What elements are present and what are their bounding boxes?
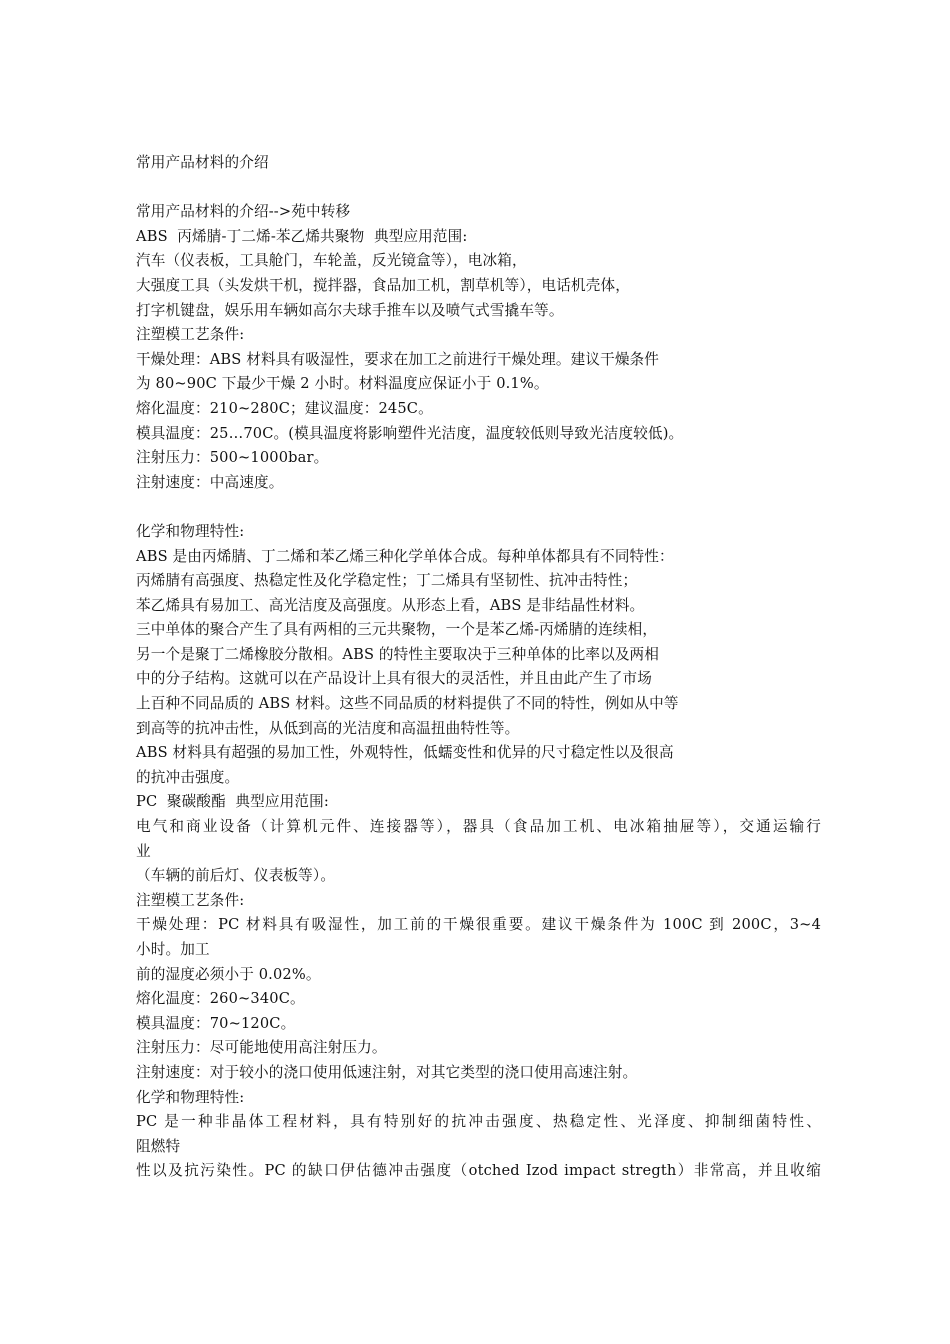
text-line: 熔化温度：260~340C。 [136, 990, 305, 1008]
text-line: 中的分子结构。这就可以在产品设计上具有很大的灵活性，并且由此产生了市场 [136, 670, 653, 688]
text-line: PC 聚碳酸酯 典型应用范围: [136, 793, 329, 811]
text-line: 苯乙烯具有易加工、高光洁度及高强度。从形态上看，ABS 是非结晶性材料。 [136, 596, 645, 614]
text-line: 模具温度：25…70C。(模具温度将影响塑件光洁度，温度较低则导致光洁度较低)。 [136, 424, 684, 442]
text-line: PC 是一种非晶体工程材料，具有特别好的抗冲击强度、热稳定性、光泽度、抑制细菌特性、 [136, 1113, 821, 1131]
text-line: 汽车（仪表板，工具舱门，车轮盖，反光镜盒等），电冰箱， [136, 252, 527, 270]
text-line: 大强度工具（头发烘干机，搅拌器，食品加工机，割草机等），电话机壳体， [136, 276, 630, 294]
document-body [136, 151, 821, 1184]
spacer [136, 495, 821, 520]
text-line: 模具温度：70~120C。 [136, 1014, 296, 1032]
text-line: 性以及抗污染性。PC 的缺口伊估德冲击强度（otched Izod impact stregth）非常高，并且收缩 [136, 1162, 821, 1180]
text-line: ABS 丙烯腈-丁二烯-苯乙烯共聚物 典型应用范围: [136, 227, 468, 245]
text-line: 注射速度：对于较小的浇口使用低速注射，对其它类型的浇口使用高速注射。 [136, 1063, 638, 1081]
text-line: 化学和物理特性: [136, 522, 245, 540]
text-line: 上百种不同品质的 ABS 材料。这些不同品质的材料提供了不同的特性，例如从中等 [136, 695, 679, 713]
text-line: 为 80~90C 下最少干燥 2 小时。材料温度应保证小于 0.1%。 [136, 375, 549, 393]
text-line: 三中单体的聚合产生了具有两相的三元共聚物，一个是苯乙烯-丙烯腈的连续相， [136, 621, 658, 639]
text-line: 注塑模工艺条件: [136, 326, 245, 344]
text-line: 电气和商业设备（计算机元件、连接器等），器具（食品加工机、电冰箱抽屉等），交通运输行 [136, 818, 821, 836]
text-line: 干燥处理：ABS 材料具有吸湿性，要求在加工之前进行干燥处理。建议干燥条件 [136, 350, 660, 368]
text-line: 丙烯腈有高强度、热稳定性及化学稳定性；丁二烯具有坚韧性、抗冲击特性； [136, 572, 638, 590]
text-line: 小时。加工 [136, 941, 210, 958]
text-line: ABS 是由丙烯腈、丁二烯和苯乙烯三种化学单体合成。每种单体都具有不同特性： [136, 547, 674, 565]
text-line: 注射压力：500~1000bar。 [136, 449, 329, 467]
text-line: 的抗冲击强度。 [136, 768, 240, 786]
text-line: ABS 材料具有超强的易加工性，外观特性，低蠕变性和优异的尺寸稳定性以及很高 [136, 744, 674, 762]
text-line: 干燥处理：PC 材料具有吸湿性，加工前的干燥很重要。建议干燥条件为 100C 到 200C，3~4 [136, 916, 821, 934]
document-title: 常用产品材料的介绍 [136, 154, 269, 171]
text-line: 化学和物理特性: [136, 1088, 245, 1106]
text-line: 阻燃特 [136, 1137, 181, 1155]
text-line: 前的湿度必须小于 0.02%。 [136, 965, 321, 983]
text-line: （车辆的前后灯、仪表板等）。 [136, 867, 336, 885]
text-line: 打字机键盘，娱乐用车辆如高尔夫球手推车以及喷气式雪撬车等。 [136, 301, 564, 319]
text-line: 业 [136, 842, 151, 860]
text-line: 熔化温度：210~280C；建议温度：245C。 [136, 399, 433, 417]
spacer [136, 176, 821, 201]
text-line: 注塑模工艺条件: [136, 891, 245, 909]
text-line: 常用产品材料的介绍-->苑中转移 [136, 203, 351, 221]
text-line: 注射压力：尽可能地使用高注射压力。 [136, 1039, 387, 1057]
text-line: 到高等的抗冲击性，从低到高的光洁度和高温扭曲特性等。 [136, 719, 520, 737]
text-line: 另一个是聚丁二烯橡胶分散相。ABS 的特性主要取决于三种单体的比率以及两相 [136, 645, 660, 663]
text-line: 注射速度：中高速度。 [136, 473, 284, 491]
